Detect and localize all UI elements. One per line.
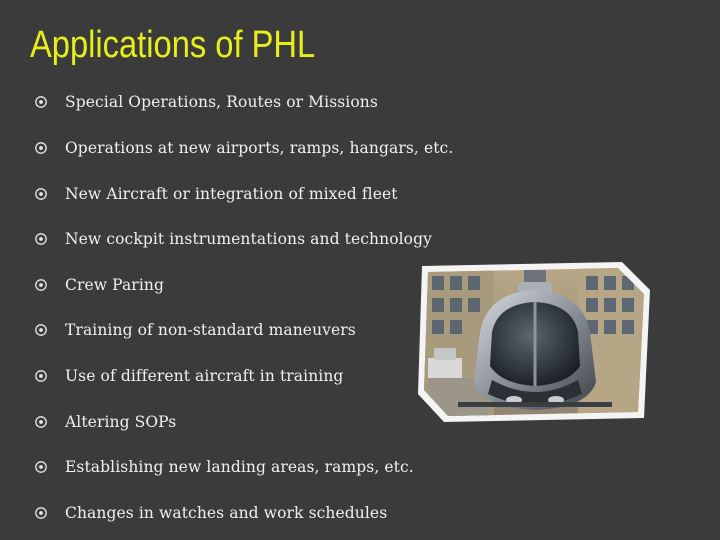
circle-dot-icon (34, 232, 48, 246)
bullet-text: Operations at new airports, ramps, hangars, etc. (65, 139, 454, 157)
bullet-text: Training of non-standard maneuvers (65, 321, 356, 339)
circle-dot-icon (34, 95, 48, 109)
bullet-text: Special Operations, Routes or Missions (65, 93, 378, 111)
circle-dot-icon (34, 415, 48, 429)
bullet-text: Crew Paring (65, 276, 164, 294)
bullet-text: New cockpit instrumentations and technology (65, 230, 432, 248)
bullet-item (34, 227, 432, 251)
bullet-item (34, 136, 453, 160)
circle-dot-icon (34, 369, 48, 383)
bullet-item (34, 455, 414, 479)
bullet-text: Altering SOPs (65, 413, 177, 431)
bullet-item (34, 364, 343, 388)
circle-dot-icon (34, 278, 48, 292)
bullet-text: Establishing new landing areas, ramps, etc. (65, 458, 414, 476)
bullet-item (34, 273, 164, 297)
bullet-item (34, 410, 176, 434)
bullet-item (34, 90, 378, 114)
bullet-item (34, 318, 356, 342)
bullet-text: Use of different aircraft in training (65, 367, 344, 385)
bullet-item (34, 501, 387, 525)
bullet-item (34, 182, 398, 206)
bullet-text: New Aircraft or integration of mixed fleet (65, 185, 398, 203)
slide-title: Applications of PHL (30, 24, 316, 66)
circle-dot-icon (34, 187, 48, 201)
circle-dot-icon (34, 460, 48, 474)
circle-dot-icon (34, 323, 48, 337)
bullet-text: Changes in watches and work schedules (65, 504, 388, 522)
circle-dot-icon (34, 141, 48, 155)
helicopter-photo (418, 262, 650, 422)
circle-dot-icon (34, 506, 48, 520)
